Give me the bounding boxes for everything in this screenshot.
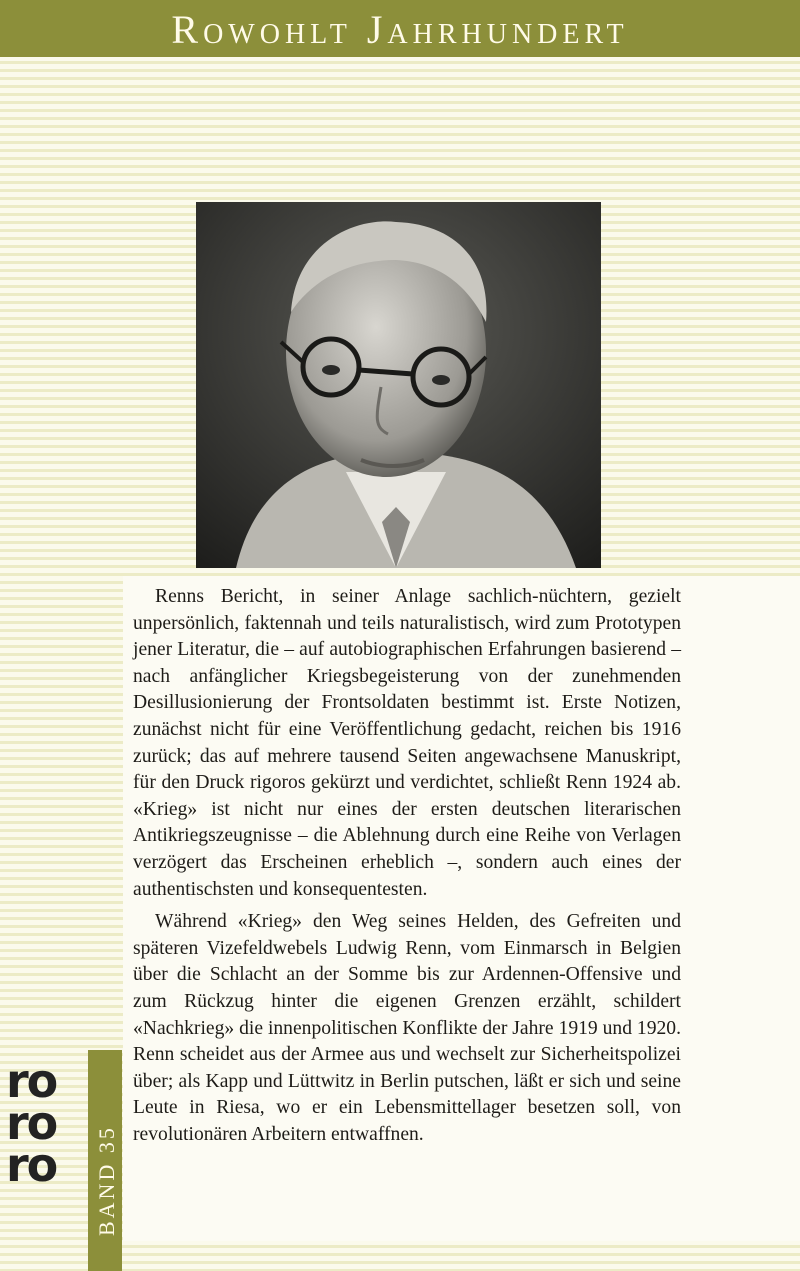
- rororo-logo-line: ro: [6, 1138, 57, 1192]
- blurb-paragraph: Renns Bericht, in seiner Anlage sachlich-nüchtern, gezielt unpersönlich, faktennah und teils naturalistisch, wird zum Prototypen jener Literatur, die – auf autobiographischen Erfahrungen basierend – nach anfänglicher Kriegsbegeisterung von der zunehmenden Desillusionierung der Frontsoldaten bestimmt ist. Erste Notizen, zunächst nicht für eine Veröffentlichung gedacht, reichen bis 1916 zurück; das auf mehrere tausend Seiten angewachsene Manuskript, für den Druck rigoros gekürzt und verdichtet, schließt Renn 1924 ab. «Krieg» ist nicht nur eines der ersten deutschen literarischen Antikriegszeugnisse – die Ablehnung durch eine Reihe von Verlagen verzögert das Erscheinen erheblich –, sondern auch eines der authentischsten und konsequentesten.: [133, 586, 681, 900]
- series-title: Rowohlt Jahrhundert: [171, 7, 629, 52]
- rororo-logo-line: ro: [6, 1054, 57, 1108]
- series-header-bar: [0, 0, 800, 57]
- blurb-text: [133, 584, 681, 1148]
- band-number-label: BAND 35: [94, 1125, 119, 1236]
- rororo-logo: [6, 1054, 76, 1192]
- rororo-logo-line: ro: [6, 1096, 57, 1150]
- portrait-image: [196, 202, 601, 568]
- blurb-paragraph: Während «Krieg» den Weg seines Helden, des Gefreiten und späteren Vizefeldwebels Ludwig Renn, vom Einmarsch in Belgien über die Schlacht an der Somme bis zur Ardennen-Offensive und zum Rückzug hinter die eigenen Grenzen erzählt, schildert «Nachkrieg» die innenpolitischen Konflikte der Jahre 1919 und 1920. Renn scheidet aus der Armee aus und wechselt zur Sicherheitspolizei über; als Kapp und Lüttwitz in Berlin putschen, läßt er sich und seine Leute in Riesa, wo er ein Lebensmittellager besetzen soll, von revolutionären Arbeitern entwaffnen.: [133, 911, 681, 1145]
- author-portrait: [196, 202, 601, 568]
